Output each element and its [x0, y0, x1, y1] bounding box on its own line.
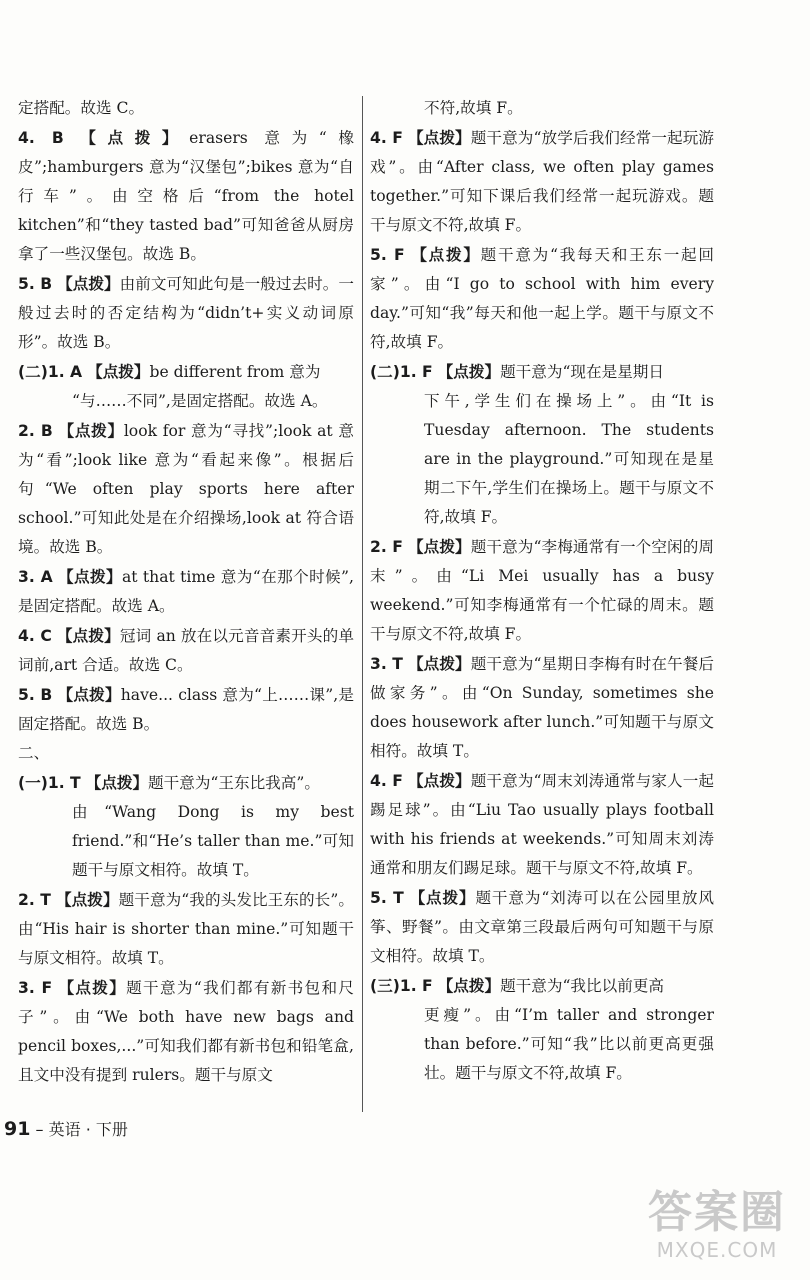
hint-tag: 【点拨】	[58, 567, 122, 586]
answer-text: 题干意为“我比以前更高	[500, 977, 664, 995]
answer-text: “与……不同”,是固定搭配。故选 A。	[72, 392, 328, 410]
book-subject: 英语 · 下册	[48, 1120, 128, 1139]
answer-text: 由前文可知此句是一般过去时。一般过去时的否定结构为“didn’t+实义动词原形”。故选 B。	[18, 275, 354, 351]
watermark-url: MXQE.COM	[656, 1238, 778, 1262]
answer-label: 2. T	[18, 891, 51, 909]
answer-item	[18, 387, 354, 416]
answer-item	[18, 123, 354, 269]
answer-label: 3. F	[18, 979, 53, 997]
watermark-logo	[632, 1188, 802, 1266]
answer-text: 由“Wang Dong is my best friend.”和“He’s taller than me.”可知题干与原文相符。故填 T。	[72, 803, 354, 879]
hint-tag: 【点拨】	[408, 654, 471, 673]
hint-tag: 【点拨】	[409, 888, 476, 907]
answer-label: 4. F	[370, 129, 403, 147]
column-divider	[362, 96, 363, 1112]
answer-text: 冠词 an 放在以元音音素开头的单词前,art 合适。故选 C。	[18, 627, 354, 674]
answer-text: 不符,故填 F。	[424, 99, 523, 117]
answer-text: 题干意为“放学后我们经常一起玩游戏”。由“After class, we often play games together.”可知下课后我们经常一起玩游戏。题干与原文不符,故填 F。	[370, 129, 714, 234]
answer-item	[370, 357, 714, 387]
answer-label: (一)1. T	[18, 774, 81, 792]
hint-tag: 【点拨】	[58, 421, 124, 440]
hint-tag: 【点拨】	[56, 626, 120, 645]
answer-text: at that time 意为“在那个时候”,是固定搭配。故选 A。	[18, 568, 354, 615]
answer-item	[370, 94, 714, 123]
answer-item	[370, 649, 714, 766]
answer-item	[18, 680, 354, 739]
answer-text: 题干意为“我的头发比王东的长”。由“His hair is shorter than mine.”可知题干与原文相符。故填 T。	[18, 891, 354, 967]
answer-item	[370, 532, 714, 649]
hint-tag: 【点拨】	[57, 274, 120, 293]
answer-label: (二)1. F	[370, 363, 433, 381]
answer-text: 更瘦”。由“I’m taller and stronger than before.”可知“我”比以前更高更强壮。题干与原文不符,故填 F。	[424, 1006, 714, 1082]
answer-label: 3. T	[370, 655, 403, 673]
left-column	[18, 94, 354, 1090]
answer-item	[370, 1001, 714, 1088]
answer-item	[370, 240, 714, 357]
hint-tag: 【点拨】	[408, 537, 471, 556]
hint-tag: 【点拨】	[58, 978, 127, 997]
answer-label: 4. B	[18, 129, 64, 147]
hint-tag: 【点拨】	[408, 128, 471, 147]
answer-text: 题干意为“周末刘涛通常与家人一起踢足球”。由“Liu Tao usually plays football with his friends at weekends.”可知周末刘涛通常和朋友们踢足球。题干与原文不符,故填 F。	[370, 772, 714, 877]
answer-text: be different from 意为	[149, 363, 321, 381]
answer-item	[370, 387, 714, 532]
answer-label: 5. B	[18, 686, 53, 704]
answer-item	[18, 798, 354, 885]
answer-text: 题干意为“星期日李梅有时在午餐后做家务”。由“On Sunday, sometimes she does housework after lunch.”可知题干与原文相符。故填 T。	[370, 655, 714, 760]
answer-item	[18, 94, 354, 123]
answer-text: look for 意为“寻找”;look at 意为“看”;look like 意为“看起来像”。根据后句“We often play sports here after school.”可知此处是在介绍操场,look at 符合语境。故选 B。	[18, 422, 354, 556]
hint-tag: 【点拨】	[411, 245, 481, 264]
answer-label: (三)1. F	[370, 977, 433, 995]
answer-text: 二、	[18, 744, 50, 762]
answer-item	[18, 416, 354, 562]
answer-text: 题干意为“我每天和王东一起回家”。由“I go to school with him every day.”可知“我”每天和他一起上学。题干与原文不符,故填 F。	[370, 246, 714, 351]
answer-item	[370, 766, 714, 883]
answer-item	[18, 973, 354, 1090]
answer-text: 题干意为“刘涛可以在公园里放风筝、野餐”。由文章第三段最后两句可知题干与原文相符。故填 T。	[370, 889, 714, 965]
hint-tag: 【点拨】	[437, 976, 501, 995]
answer-label: 5. T	[370, 889, 404, 907]
answer-item	[370, 123, 714, 240]
answer-text: 题干意为“我们都有新书包和尺子”。由“We both have new bags and pencil boxes,...”可知我们都有新书包和铅笔盒,且文中没有提到 rulers。题干与原文	[18, 979, 354, 1084]
hint-tag: 【点拨】	[80, 128, 190, 147]
page-number: 91	[4, 1118, 31, 1140]
answer-item	[370, 971, 714, 1001]
footer-dash: –	[35, 1120, 44, 1139]
answer-label: 2. B	[18, 422, 53, 440]
answer-text: 题干意为“现在是星期日	[500, 363, 664, 381]
answer-label: 5. F	[370, 246, 405, 264]
right-column	[370, 94, 714, 1088]
answer-text: 题干意为“王东比我高”。	[148, 774, 320, 792]
hint-tag: 【点拨】	[408, 771, 471, 790]
answer-label: 4. C	[18, 627, 52, 645]
answer-label: 3. A	[18, 568, 53, 586]
hint-tag: 【点拨】	[87, 362, 150, 381]
answer-label: 4. F	[370, 772, 403, 790]
page-footer	[4, 1117, 128, 1140]
answer-text: 题干意为“李梅通常有一个空闲的周末”。由“Li Mei usually has a busy weekend.”可知李梅通常有一个忙碌的周末。题干与原文不符,故填 F。	[370, 538, 714, 643]
hint-tag: 【点拨】	[437, 362, 501, 381]
answer-item	[18, 562, 354, 621]
answer-label: (二)1. A	[18, 363, 83, 381]
answer-text: erasers 意为“橡皮”;hamburgers 意为“汉堡包”;bikes 意为“自行车”。由空格后“from the hotel kitchen”和“they tasted bad”可知爸爸从厨房拿了一些汉堡包。故选 B。	[18, 129, 354, 263]
answer-text: have... class 意为“上……课”,是固定搭配。故选 B。	[18, 686, 354, 733]
answer-item	[18, 768, 354, 798]
answer-item	[18, 357, 354, 387]
hint-tag: 【点拨】	[85, 773, 149, 792]
answer-item	[18, 739, 354, 768]
answer-text: 下午,学生们在操场上”。由“It is Tuesday afternoon. The students are in the playground.”可知现在是星期二下午,学生们在操场上。题干与原文不符,故填 F。	[424, 392, 714, 526]
answer-text: 定搭配。故选 C。	[18, 99, 145, 117]
hint-tag: 【点拨】	[55, 890, 119, 909]
watermark-text: 答案圈	[648, 1187, 786, 1238]
answer-item	[18, 269, 354, 357]
answer-item	[370, 883, 714, 971]
answer-label: 2. F	[370, 538, 403, 556]
answer-item	[18, 621, 354, 680]
answer-label: 5. B	[18, 275, 53, 293]
answer-item	[18, 885, 354, 973]
hint-tag: 【点拨】	[57, 685, 121, 704]
